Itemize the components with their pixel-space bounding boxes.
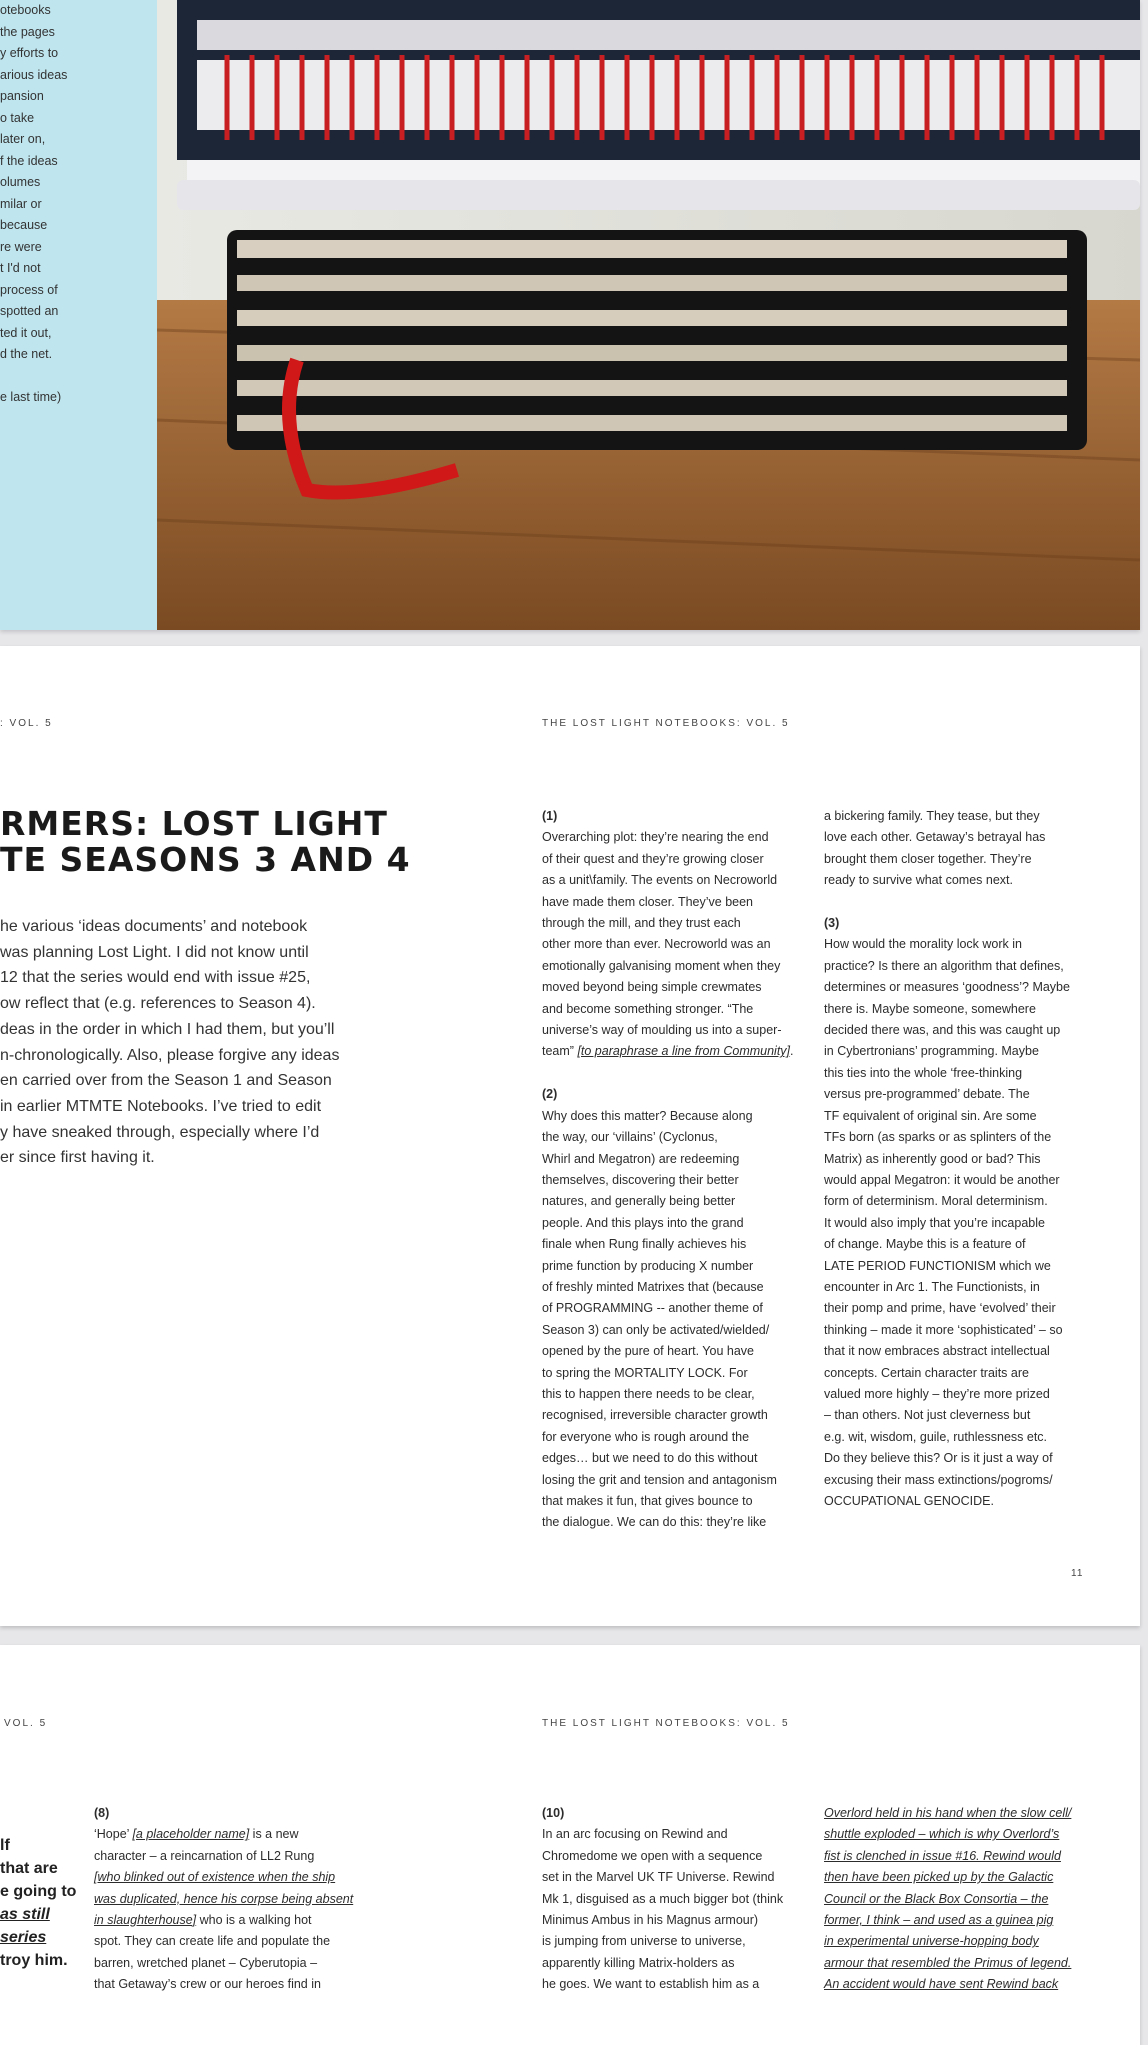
intro-line: in earlier MTMTE Notebooks. I’ve tried to edit xyxy=(0,1097,322,1115)
spread-top xyxy=(0,0,1140,630)
sidebar-text-line: ted it out, xyxy=(0,325,52,340)
column-line xyxy=(94,1867,374,1888)
column-line xyxy=(542,1063,812,1084)
line-text: losing the grit and tension and antagonism xyxy=(542,1472,777,1487)
page-number: 11 xyxy=(1071,1568,1084,1579)
fragment-line xyxy=(0,1834,76,1857)
line-text: Why does this matter? Because along xyxy=(542,1108,753,1123)
column-line xyxy=(542,1020,812,1041)
notes-column-11 xyxy=(824,1803,1124,1996)
column-line xyxy=(542,1803,812,1824)
line-text: their pomp and prime, have ‘evolved’ their xyxy=(824,1301,1056,1316)
line-text: opened by the pure of heart. You have xyxy=(542,1344,754,1359)
sidebar-text-line: e last time) xyxy=(0,390,62,404)
line-text: How would the morality lock work in xyxy=(824,937,1022,952)
line-text: decided there was, and this was caught up xyxy=(824,1023,1061,1038)
sidebar-text-line: the pages xyxy=(0,24,55,39)
sidebar-text-line: later on, xyxy=(0,132,46,146)
chapter-title-line: RMERS: LOST LIGHT xyxy=(0,804,388,843)
column-line xyxy=(824,1974,1124,1995)
sidebar-text-line: t I'd not xyxy=(0,261,41,275)
column-line xyxy=(824,1405,1104,1426)
column-line xyxy=(94,1889,374,1910)
line-text: he goes. We want to establish him as a xyxy=(542,1977,760,1992)
notes-column-2 xyxy=(824,806,1104,1512)
column-line xyxy=(542,1277,812,1298)
line-text: the dialogue. We can do this: they’re like xyxy=(542,1515,767,1530)
cross-reference-note: was duplicated, hence his corpse being absent xyxy=(94,1891,354,1906)
column-line xyxy=(542,849,812,870)
column-line xyxy=(542,1889,812,1910)
line-text: universe’s way of moulding us into a super- xyxy=(542,1023,782,1038)
notebooks-photo xyxy=(157,0,1140,630)
line-text: e going to xyxy=(0,1883,77,1900)
line-text: versus pre-programmed’ debate. The xyxy=(824,1087,1030,1102)
line-text: series xyxy=(0,1929,47,1946)
line-text: troy him. xyxy=(0,1952,68,1969)
sidebar-text-line: milar or xyxy=(0,196,42,211)
column-line xyxy=(824,999,1104,1020)
line-text: of PROGRAMMING -- another theme of xyxy=(542,1301,763,1316)
sidebar-text-line: arious ideas xyxy=(0,67,68,82)
column-line xyxy=(542,1384,812,1405)
line-text: themselves, discovering their better xyxy=(542,1172,739,1187)
line-text: set in the Marvel UK TF Universe. Rewind xyxy=(542,1870,775,1885)
sidebar-text-line: otebooks xyxy=(0,3,51,17)
notes-column-1 xyxy=(542,806,812,1534)
column-line: ‘Hope’ [a placeholder name] is a new xyxy=(94,1827,299,1842)
line-text: people. And this plays into the grand xyxy=(542,1215,744,1230)
column-line xyxy=(542,1867,812,1888)
fragment-line xyxy=(0,1857,76,1880)
column-line xyxy=(542,1491,812,1512)
page-spread-11 xyxy=(0,646,1140,1626)
cross-reference-note: [to paraphrase a line from Community] xyxy=(577,1044,791,1059)
column-line xyxy=(824,956,1104,977)
intro-line: deas in the order in which I had them, but you’ll xyxy=(0,1020,335,1038)
column-line xyxy=(542,827,812,848)
column-line xyxy=(824,870,1104,891)
blue-sidebar-panel xyxy=(0,0,157,630)
column-line xyxy=(824,1384,1104,1405)
column-line xyxy=(542,1846,812,1867)
column-line xyxy=(542,806,812,827)
intro-line: n-chronologically. Also, please forgive any ideas xyxy=(0,1046,340,1064)
column-line xyxy=(542,1234,812,1255)
line-text: TFs born (as sparks or as splinters of the xyxy=(824,1130,1052,1145)
column-line xyxy=(824,1149,1104,1170)
line-text: determines or measures ‘goodness’? Maybe xyxy=(824,980,1070,995)
line-text: recognised, irreversible character growth xyxy=(542,1408,768,1423)
column-line xyxy=(94,1974,374,1995)
intro-line: en carried over from the Season 1 and Season xyxy=(0,1072,332,1090)
cross-reference-note: An accident would have sent Rewind back xyxy=(824,1977,1059,1992)
intro-line: he various ‘ideas documents’ and notebook xyxy=(0,918,308,935)
line-text: character – a reincarnation of LL2 Rung xyxy=(94,1848,315,1863)
column-line xyxy=(824,913,1104,934)
line-text: ready to survive what comes next. xyxy=(824,873,1013,888)
column-line xyxy=(824,934,1104,955)
column-line xyxy=(542,1170,812,1191)
line-text: other more than ever. Necroworld was an xyxy=(542,937,771,952)
cross-reference-note: armour that resembled the Primus of legend. xyxy=(824,1955,1072,1970)
line-text: – than others. Not just cleverness but xyxy=(824,1408,1031,1423)
column-line xyxy=(824,1170,1104,1191)
line-text: concepts. Certain character traits are xyxy=(824,1365,1029,1380)
column-line xyxy=(542,999,812,1020)
line-text: lf xyxy=(0,1837,10,1854)
intro-paragraph xyxy=(0,914,339,1171)
sidebar-text xyxy=(0,0,150,409)
line-text: finale when Rung finally achieves his xyxy=(542,1237,747,1252)
column-line xyxy=(824,1213,1104,1234)
line-text: of change. Maybe this is a feature of xyxy=(824,1237,1026,1252)
column-line xyxy=(824,849,1104,870)
column-line xyxy=(824,1341,1104,1362)
column-line xyxy=(824,1427,1104,1448)
chapter-title-line: TE SEASONS 3 AND 4 xyxy=(0,840,411,879)
line-text: that makes it fun, that gives bounce to xyxy=(542,1494,753,1508)
column-line xyxy=(94,1803,374,1824)
column-line xyxy=(542,1470,812,1491)
column-line xyxy=(824,1846,1124,1867)
sidebar-text-line: re were xyxy=(0,239,42,254)
column-line xyxy=(824,892,1104,913)
column-line xyxy=(824,1889,1124,1910)
sidebar-text-line: y efforts to xyxy=(0,46,59,60)
column-line xyxy=(824,1363,1104,1384)
line-text: ‘Hope’ xyxy=(94,1827,133,1842)
column-line xyxy=(542,1084,812,1105)
sidebar-text-line: olumes xyxy=(0,175,41,189)
running-head-right: THE LOST LIGHT NOTEBOOKS: VOL. 5 xyxy=(542,718,790,729)
line-text: team” xyxy=(542,1044,574,1059)
cross-reference-note: in experimental universe-hopping body xyxy=(824,1934,1039,1949)
notes-column-8 xyxy=(94,1803,374,1996)
column-line xyxy=(542,1149,812,1170)
column-line xyxy=(542,1191,812,1212)
fragment-line xyxy=(0,1949,76,1972)
cross-reference-note: Overlord held in his hand when the slow cell/ xyxy=(824,1806,1072,1820)
column-line xyxy=(824,1298,1104,1319)
line-text: Overarching plot: they’re nearing the end xyxy=(542,830,769,845)
column-line xyxy=(94,1846,374,1867)
cross-reference-note: [a placeholder name] xyxy=(132,1827,250,1842)
column-line xyxy=(824,1470,1104,1491)
column-line xyxy=(542,1448,812,1469)
line-text: barren, wretched planet – Cyberutopia – xyxy=(94,1955,318,1970)
line-text: valued more highly – they’re more prized xyxy=(824,1386,1050,1401)
column-line xyxy=(824,1824,1124,1845)
line-text: excusing their mass extinctions/pogroms/ xyxy=(824,1472,1053,1487)
column-line xyxy=(542,1824,812,1845)
line-text: encounter in Arc 1. The Functionists, in xyxy=(824,1279,1040,1294)
column-line xyxy=(824,1491,1104,1512)
sidebar-text-line: f the ideas xyxy=(0,153,58,168)
column-line xyxy=(542,1953,812,1974)
line-text: brought them closer together. They’re xyxy=(824,851,1032,866)
line-text: Minimus Ambus in his Magnus armour) xyxy=(542,1913,759,1928)
line-text: as still xyxy=(0,1906,50,1923)
line-text: natures, and generally being better xyxy=(542,1194,736,1209)
column-line xyxy=(824,1234,1104,1255)
cross-reference-note: shuttle exploded – which is why Overlord’s xyxy=(824,1827,1060,1842)
column-line xyxy=(824,1910,1124,1931)
line-text: as a unit\family. The events on Necroworld xyxy=(542,873,778,888)
line-text: (10) xyxy=(542,1806,565,1820)
line-text: form of determinism. Moral determinism. xyxy=(824,1194,1048,1209)
line-text: that Getaway’s crew or our heroes find in xyxy=(94,1977,321,1992)
fragment-line xyxy=(0,1880,76,1903)
column-line xyxy=(542,1127,812,1148)
column-line xyxy=(542,1363,812,1384)
line-text: the way, our ‘villains’ (Cyclonus, xyxy=(542,1130,718,1145)
running-head-right: THE LOST LIGHT NOTEBOOKS: VOL. 5 xyxy=(542,1718,790,1729)
column-line xyxy=(542,1106,812,1127)
fragment-line xyxy=(0,1903,76,1926)
column-line xyxy=(824,1277,1104,1298)
column-line xyxy=(542,934,812,955)
line-text: Chromedome we open with a sequence xyxy=(542,1848,763,1863)
column-line xyxy=(542,1320,812,1341)
column-line xyxy=(542,870,812,891)
column-line xyxy=(542,977,812,998)
line-text: Whirl and Megatron) are redeeming xyxy=(542,1151,740,1166)
cross-reference-note: former, I think – and used as a guinea pig xyxy=(824,1913,1054,1928)
column-line xyxy=(824,1106,1104,1127)
sidebar-text-line: process of xyxy=(0,282,58,297)
line-text: prime function by producing X number xyxy=(542,1258,754,1273)
notes-column-10 xyxy=(542,1803,812,1996)
line-text: there is. Maybe someone, somewhere xyxy=(824,1001,1036,1016)
line-text: emotionally galvanising moment when they xyxy=(542,958,781,973)
page-spread-next xyxy=(0,1645,1140,2045)
column-line xyxy=(824,1256,1104,1277)
cross-reference-note: Council or the Black Box Consortia – the xyxy=(824,1891,1049,1906)
column-line xyxy=(824,1063,1104,1084)
column-line xyxy=(542,1512,812,1533)
cross-reference-note: then have been picked up by the Galactic xyxy=(824,1870,1054,1885)
line-text: a bickering family. They tease, but they xyxy=(824,809,1040,823)
fragment-line xyxy=(0,1926,76,1949)
column-line xyxy=(824,1448,1104,1469)
column-line xyxy=(542,1298,812,1319)
sidebar-text-line: d the net. xyxy=(0,347,53,361)
line-text: Matrix) as inherently good or bad? This xyxy=(824,1151,1041,1166)
line-text: apparently killing Matrix-holders as xyxy=(542,1955,735,1970)
line-text: of their quest and they’re growing closer xyxy=(542,851,764,866)
column-line xyxy=(824,1020,1104,1041)
line-text: Do they believe this? Or is it just a way of xyxy=(824,1451,1053,1466)
sidebar-text-line: because xyxy=(0,218,48,232)
chapter-title xyxy=(0,806,411,878)
intro-line: 12 that the series would end with issue #25, xyxy=(0,969,311,987)
cross-reference-note: fist is clenched in issue #16. Rewind would xyxy=(824,1848,1061,1863)
column-line xyxy=(824,1084,1104,1105)
column-line xyxy=(542,1427,812,1448)
line-text: TF equivalent of original sin. Are some xyxy=(824,1108,1037,1123)
line-text: moved beyond being simple crewmates xyxy=(542,980,762,995)
line-text: Mk 1, disguised as a much bigger bot (think xyxy=(542,1891,784,1906)
column-line: team” [to paraphrase a line from Community]. xyxy=(542,1044,794,1059)
column-line xyxy=(94,1931,374,1952)
line-text: thinking – made it more ‘sophisticated’ – so xyxy=(824,1322,1063,1337)
column-line xyxy=(824,1320,1104,1341)
column-line xyxy=(542,1341,812,1362)
column-line xyxy=(542,956,812,977)
sidebar-text-line: pansion xyxy=(0,89,44,103)
intro-line: ow reflect that (e.g. references to Season 4). xyxy=(0,995,316,1013)
column-line xyxy=(824,1191,1104,1212)
line-text: is jumping from universe to universe, xyxy=(542,1934,746,1949)
line-text: e.g. wit, wisdom, guile, ruthlessness etc. xyxy=(824,1429,1048,1444)
line-text: In an arc focusing on Rewind and xyxy=(542,1827,728,1842)
cross-reference-note: in slaughterhouse] xyxy=(94,1913,197,1928)
line-text: this ties into the whole ‘free-thinking xyxy=(824,1065,1023,1080)
line-text: practice? Is there an algorithm that defines, xyxy=(824,958,1064,973)
running-head-left: VOL. 5 xyxy=(4,1718,48,1729)
column-line: in slaughterhouse] who is a walking hot xyxy=(94,1913,312,1928)
line-text: love each other. Getaway’s betrayal has xyxy=(824,830,1046,845)
line-text: OCCUPATIONAL GENOCIDE. xyxy=(824,1494,994,1508)
line-text: through the mill, and they trust each xyxy=(542,916,741,931)
sidebar-text-line xyxy=(0,366,150,388)
line-text: that are xyxy=(0,1860,58,1877)
column-line xyxy=(824,806,1104,827)
line-text: It would also imply that you’re incapable xyxy=(824,1215,1045,1230)
line-text: (3) xyxy=(824,916,840,931)
column-line xyxy=(542,1213,812,1234)
line-text: for everyone who is rough around the xyxy=(542,1429,750,1444)
line-text: Season 3) can only be activated/wielded/ xyxy=(542,1322,770,1337)
column-line xyxy=(542,913,812,934)
column-line xyxy=(824,1803,1124,1824)
column-line xyxy=(542,1405,812,1426)
line-text: to spring the MORTALITY LOCK. For xyxy=(542,1365,748,1380)
column-line xyxy=(824,1953,1124,1974)
sidebar-text-line: o take xyxy=(0,110,35,125)
intro-line: was planning Lost Light. I did not know until xyxy=(0,943,309,961)
line-text: and become something stronger. “The xyxy=(542,1001,754,1016)
line-text: have made them closer. They’ve been xyxy=(542,894,754,909)
intro-line: y have sneaked through, especially where I’d xyxy=(0,1123,320,1141)
line-text: that it now embraces abstract intellectual xyxy=(824,1344,1050,1359)
running-head-left: : VOL. 5 xyxy=(0,718,53,729)
sidebar-text-line: spotted an xyxy=(0,304,59,318)
line-text: in Cybertronians’ programming. Maybe xyxy=(824,1044,1039,1059)
column-line xyxy=(542,892,812,913)
intro-line: er since first having it. xyxy=(0,1149,155,1167)
line-text: LATE PERIOD FUNCTIONISM which we xyxy=(824,1258,1051,1273)
line-text: of freshly minted Matrixes that (because xyxy=(542,1279,764,1294)
column-line xyxy=(542,1931,812,1952)
line-text: spot. They can create life and populate the xyxy=(94,1934,331,1949)
column-line xyxy=(542,1256,812,1277)
line-text: would appal Megatron: it would be another xyxy=(824,1172,1060,1187)
line-text: edges… but we need to do this without xyxy=(542,1451,758,1466)
line-text: (1) xyxy=(542,809,558,823)
column-line xyxy=(824,1931,1124,1952)
column-line xyxy=(824,1127,1104,1148)
cross-reference-note: [who blinked out of existence when the ship xyxy=(94,1870,336,1885)
column-line xyxy=(542,1974,812,1995)
line-text: this to happen there needs to be clear, xyxy=(542,1386,755,1401)
left-fragment-text xyxy=(0,1834,76,1972)
column-line xyxy=(542,1910,812,1931)
column-line xyxy=(824,977,1104,998)
column-line xyxy=(824,1041,1104,1062)
line-text: (2) xyxy=(542,1087,558,1102)
column-line xyxy=(94,1953,374,1974)
line-text: (8) xyxy=(94,1806,110,1820)
column-line xyxy=(824,827,1104,848)
column-line xyxy=(824,1867,1124,1888)
